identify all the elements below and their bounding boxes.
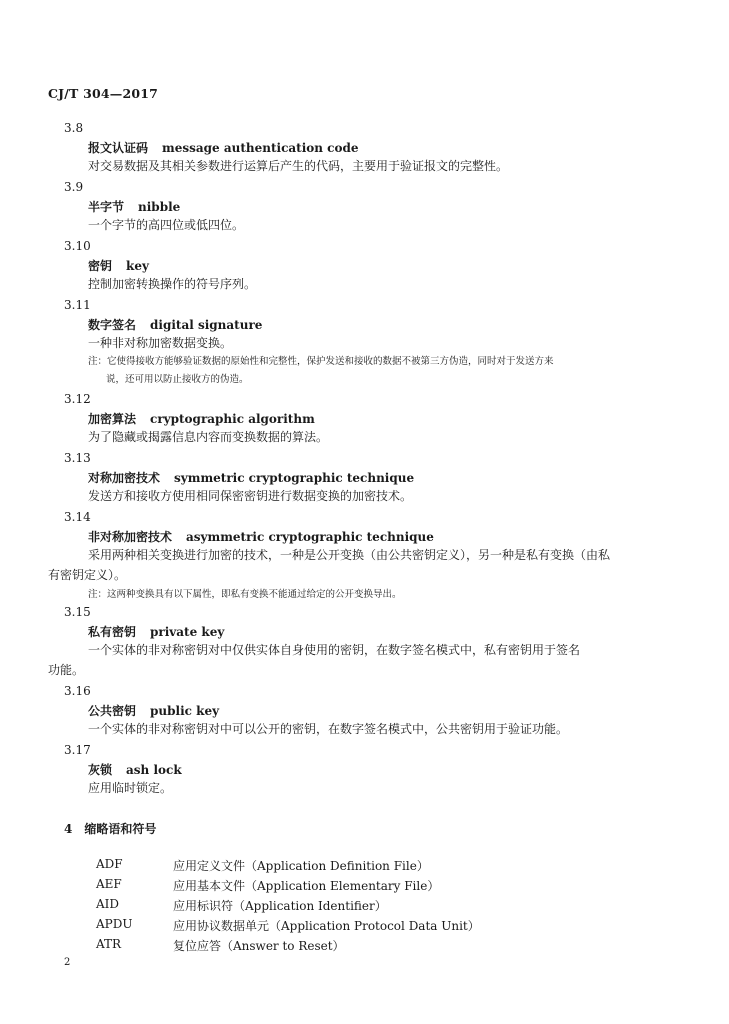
term-en: private key <box>150 625 225 639</box>
section-title: 缩略语和符号 <box>84 822 157 836</box>
term-zh: 数字签名 <box>88 318 137 332</box>
term-heading <box>88 257 149 274</box>
term-definition-continuation: 有密钥定义）。 <box>48 568 127 582</box>
abbreviation: ADF <box>96 857 123 871</box>
term-definition: 一个字节的高四位或低四位。 <box>88 218 245 232</box>
term-heading <box>88 702 219 719</box>
term-heading <box>88 623 224 640</box>
abbreviation-definition: 应用基本文件（Application Elementary File） <box>173 879 440 893</box>
abbreviation: AID <box>96 897 120 911</box>
term-definition-continuation: 功能。 <box>48 663 85 677</box>
term-zh: 私有密钥 <box>88 625 137 639</box>
standard-code-header: CJ/T 304—2017 <box>48 86 159 101</box>
term-en: ash lock <box>126 763 182 777</box>
term-heading <box>88 139 359 156</box>
abbreviation-definition: 应用标识符（Application Identifier） <box>173 899 387 913</box>
term-heading <box>88 316 262 333</box>
entry-number: 3.13 <box>64 451 91 465</box>
term-en: digital signature <box>150 318 263 332</box>
term-en: key <box>126 259 149 273</box>
entry-number: 3.12 <box>64 392 91 406</box>
entry-number: 3.8 <box>64 121 84 135</box>
term-en: symmetric cryptographic technique <box>174 471 415 485</box>
term-zh: 半字节 <box>88 200 125 214</box>
entry-number: 3.17 <box>64 743 91 757</box>
entry-number: 3.14 <box>64 510 91 524</box>
abbreviation: APDU <box>96 917 133 931</box>
entry-number: 3.15 <box>64 605 91 619</box>
term-zh: 报文认证码 <box>88 141 149 155</box>
term-note: 注：它使得接收方能够验证数据的原始性和完整性，保护发送和接收的数据不被第三方伪造，同时对于发送方来 <box>88 356 554 367</box>
term-zh: 非对称加密技术 <box>88 530 173 544</box>
entry-number: 3.16 <box>64 684 91 698</box>
abbreviation-definition: 复位应答（Answer to Reset） <box>173 939 345 953</box>
section-heading <box>64 820 156 837</box>
term-zh: 灰锁 <box>88 763 113 777</box>
term-definition: 一个实体的非对称密钥对中可以公开的密钥，在数字签名模式中，公共密钥用于验证功能。 <box>88 722 569 736</box>
term-zh: 密钥 <box>88 259 113 273</box>
abbreviation-definition: 应用协议数据单元（Application Protocol Data Unit） <box>173 919 480 933</box>
term-heading <box>88 528 434 545</box>
term-definition: 应用临时锁定。 <box>88 781 173 795</box>
abbreviation: ATR <box>96 937 122 951</box>
term-zh: 对称加密技术 <box>88 471 161 485</box>
entry-number: 3.10 <box>64 239 91 253</box>
term-heading <box>88 761 182 778</box>
term-heading <box>88 410 315 427</box>
term-en: nibble <box>138 200 181 214</box>
term-definition: 采用两种相关变换进行加密的技术，一种是公开变换（由公共密钥定义），另一种是私有变换（由私 <box>88 548 611 562</box>
term-note: 注：这两种变换具有以下属性，即私有变换不能通过给定的公开变换导出。 <box>88 589 402 600</box>
term-zh: 加密算法 <box>88 412 137 426</box>
entry-number: 3.9 <box>64 180 84 194</box>
term-definition: 对交易数据及其相关参数进行运算后产生的代码，主要用于验证报文的完整性。 <box>88 159 509 173</box>
term-heading <box>88 469 414 486</box>
term-heading <box>88 198 180 215</box>
abbreviation: AEF <box>96 877 122 891</box>
term-definition: 控制加密转换操作的符号序列。 <box>88 277 257 291</box>
term-en: asymmetric cryptographic technique <box>186 530 434 544</box>
term-definition: 为了隐藏或揭露信息内容而变换数据的算法。 <box>88 430 329 444</box>
term-en: message authentication code <box>162 141 359 155</box>
term-en: public key <box>150 704 220 718</box>
term-definition: 一种非对称加密数据变换。 <box>88 336 233 350</box>
term-en: cryptographic algorithm <box>150 412 315 426</box>
term-definition: 一个实体的非对称密钥对中仅供实体自身使用的密钥，在数字签名模式中，私有密钥用于签名 <box>88 643 581 657</box>
term-definition: 发送方和接收方使用相同保密密钥进行数据变换的加密技术。 <box>88 489 413 503</box>
entry-number: 3.11 <box>64 298 91 312</box>
abbreviation-definition: 应用定义文件（Application Definition File） <box>173 859 429 873</box>
term-zh: 公共密钥 <box>88 704 137 718</box>
page-number: 2 <box>64 957 71 968</box>
section-number: 4 <box>64 822 73 836</box>
term-note-continuation: 说，还可用以防止接收方的伪造。 <box>106 374 249 385</box>
